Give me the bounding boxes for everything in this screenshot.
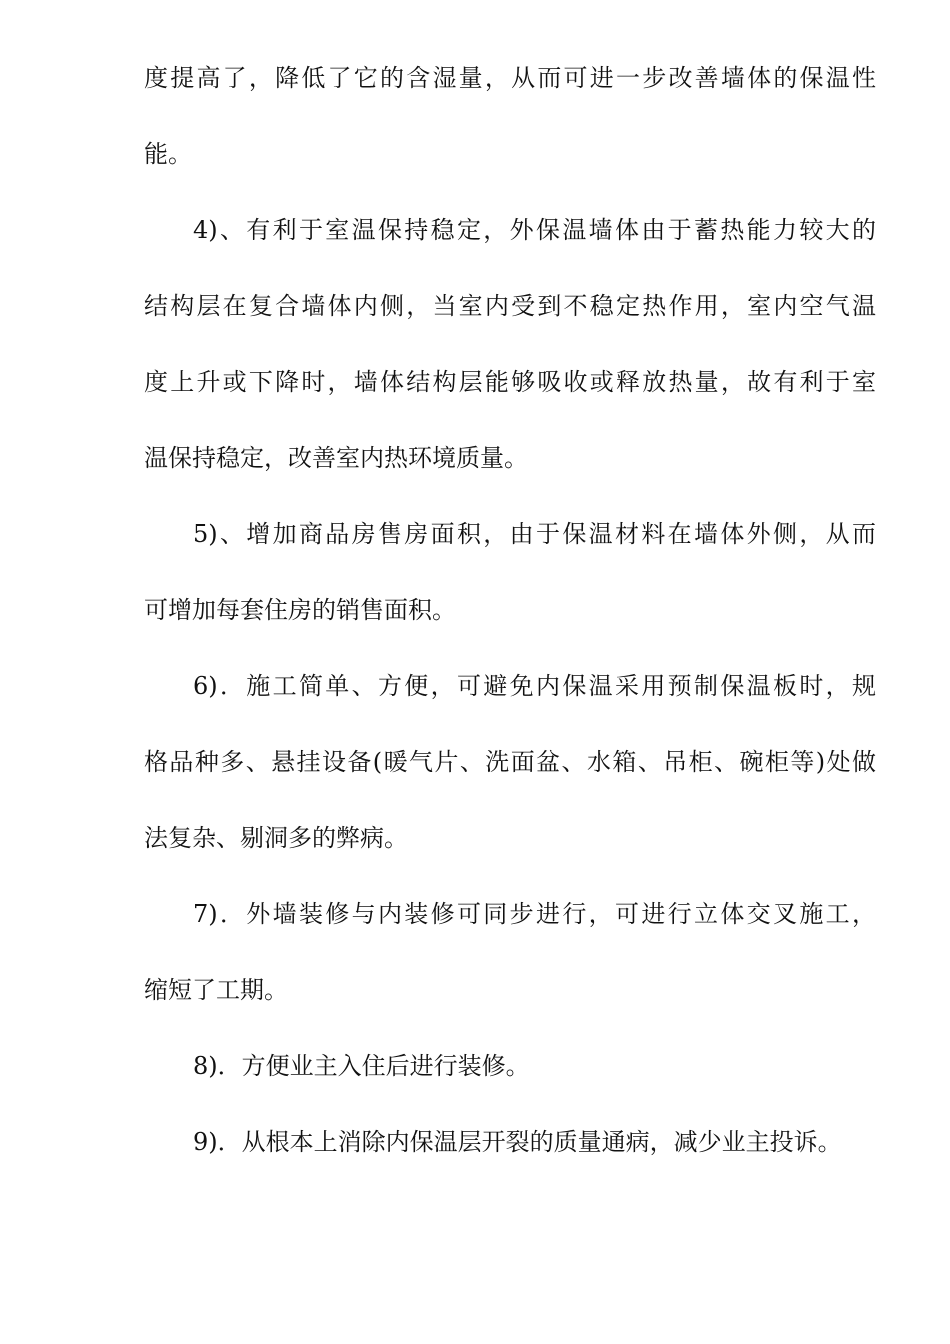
list-item-8: 8)．方便业主入住后进行装修。 <box>193 1052 530 1080</box>
text-line: 度提高了，降低了它的含湿量，从而可进一步改善墙体的保温性 <box>144 64 876 92</box>
list-item-6: 6)．施工简单、方便，可避免内保温采用预制保温板时，规 <box>193 672 876 700</box>
text-line: 可增加每套住房的销售面积。 <box>144 596 456 624</box>
text-line: 缩短了工期。 <box>144 976 288 1004</box>
text-line: 温保持稳定，改善室内热环境质量。 <box>144 444 528 472</box>
text-line: 格品种多、悬挂设备(暖气片、洗面盆、水箱、吊柜、碗柜等)处做 <box>144 748 876 776</box>
text-line: 度上升或下降时，墙体结构层能够吸收或释放热量，故有利于室 <box>144 368 876 396</box>
list-item-9: 9)．从根本上消除内保温层开裂的质量通病，减少业主投诉。 <box>193 1128 842 1156</box>
text-line: 法复杂、剔洞多的弊病。 <box>144 824 408 852</box>
list-item-4: 4)、有利于室温保持稳定，外保温墙体由于蓄热能力较大的 <box>193 216 876 244</box>
text-line: 能。 <box>144 140 192 168</box>
document-page <box>144 48 876 1188</box>
list-item-5: 5)、增加商品房售房面积，由于保温材料在墙体外侧，从而 <box>193 520 876 548</box>
text-line: 结构层在复合墙体内侧，当室内受到不稳定热作用，室内空气温 <box>144 292 876 320</box>
list-item-7: 7)．外墙装修与内装修可同步进行，可进行立体交叉施工， <box>193 900 876 928</box>
